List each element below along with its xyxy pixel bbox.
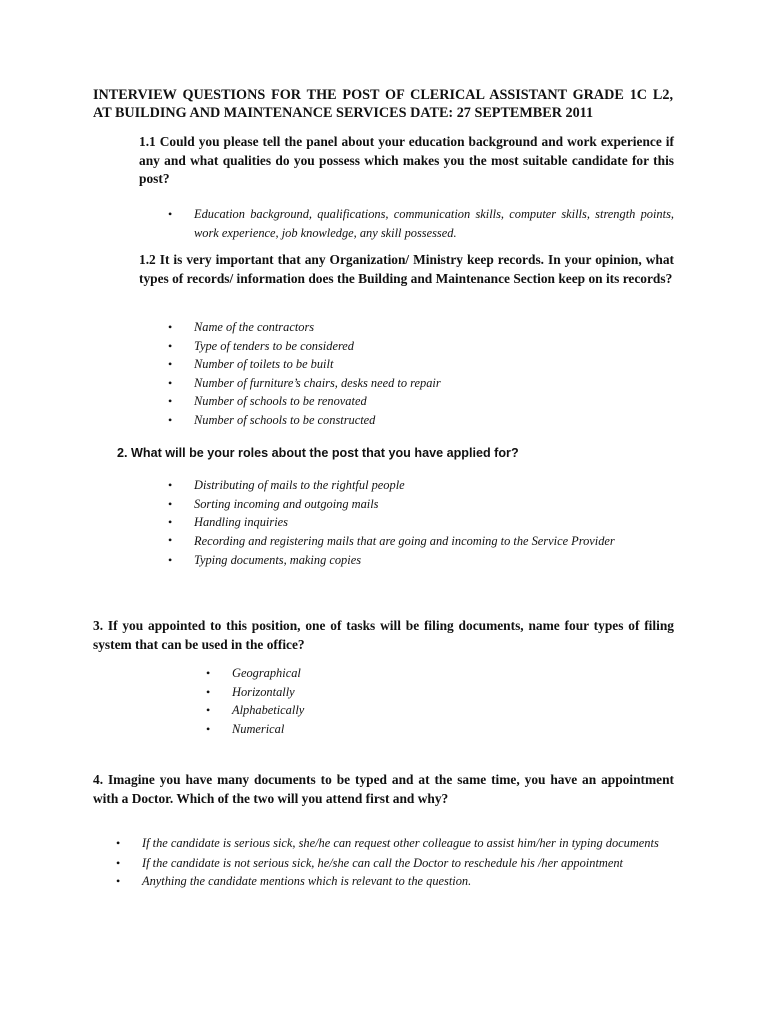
list-item: • Number of toilets to be built: [167, 355, 674, 374]
list-item: • Numerical: [205, 720, 505, 739]
title-line-1: INTERVIEW QUESTIONS FOR THE POST OF CLERICAL ASSISTANT GRADE 1C L2,: [93, 87, 673, 103]
answer-list-4: [115, 835, 674, 891]
list-item: • If the candidate is not serious sick, he/she can call the Doctor to reschedule his /her appointment: [115, 855, 674, 873]
question-4: 4. Imagine you have many documents to be typed and at the same time, you have an appointment with a Doctor. Which of the two will you attend first and why?: [93, 772, 674, 806]
title-line-2: AT BUILDING AND MAINTENANCE SERVICES DATE: 27 SEPTEMBER 2011: [93, 105, 594, 121]
list-item: • Horizontally: [205, 683, 505, 702]
answer-list-1-2: [167, 318, 674, 430]
answer-list-2: [167, 476, 674, 569]
question-1-2: 1.2 It is very important that any Organization/ Ministry keep records. In your opinion, what types of records/ information does the Building and Maintenance Section keep on its records?: [139, 252, 674, 286]
list-item: • If the candidate is serious sick, she/he can request other colleague to assist him/her in typing documents: [115, 835, 674, 853]
list-item: • Recording and registering mails that are going and incoming to the Service Provider: [167, 532, 674, 550]
answer-list-1-1: [167, 205, 674, 242]
list-item: • Type of tenders to be considered: [167, 337, 674, 356]
list-item: • Sorting incoming and outgoing mails: [167, 495, 674, 514]
answer-list-3: [205, 664, 505, 738]
list-item: • Anything the candidate mentions which is relevant to the question.: [115, 873, 674, 891]
list-item: • Alphabetically: [205, 701, 505, 720]
list-item: • Education background, qualifications, communication skills, computer skills, strength points, work experience, job knowledge, any skill possessed.: [167, 205, 674, 242]
list-item: • Number of schools to be renovated: [167, 392, 674, 411]
list-item: • Distributing of mails to the rightful people: [167, 476, 674, 495]
list-item: • Typing documents, making copies: [167, 551, 674, 570]
question-1-1: 1.1 Could you please tell the panel about your education background and work experience if any and what qualities do you possess which makes you the most suitable candidate for this post?: [139, 134, 674, 186]
list-item: • Geographical: [205, 664, 505, 683]
list-item: • Name of the contractors: [167, 318, 674, 337]
question-3: 3. If you appointed to this position, one of tasks will be filing documents, name four types of filing system that can be used in the office?: [93, 618, 674, 652]
list-item: • Number of schools to be constructed: [167, 411, 674, 430]
list-item: • Handling inquiries: [167, 513, 674, 532]
document-title: [93, 86, 673, 122]
question-2: 2. What will be your roles about the post that you have applied for?: [117, 446, 519, 460]
list-item: • Number of furniture’s chairs, desks need to repair: [167, 374, 674, 393]
